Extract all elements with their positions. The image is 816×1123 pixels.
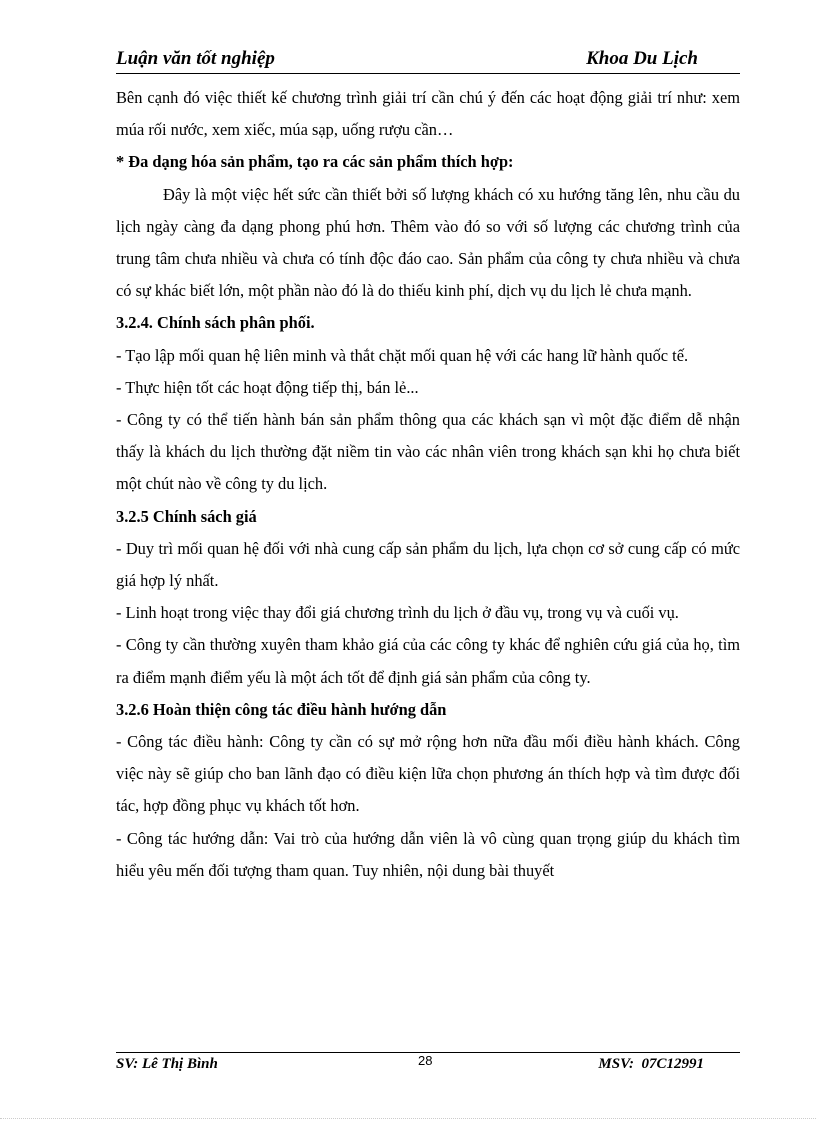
section-heading: 3.2.6 Hoàn thiện công tác điều hành hướng dẫn — [116, 699, 447, 719]
section-heading: 3.2.5 Chính sách giá — [116, 506, 257, 526]
document-body — [116, 82, 740, 887]
header-faculty: Khoa Du Lịch — [586, 48, 698, 69]
header-thesis-title: Luận văn tốt nghiệp — [116, 48, 275, 69]
page-number: 28 — [418, 1053, 433, 1068]
paragraph: Đây là một việc hết sức cần thiết bởi số lượng khách có xu hướng tăng lên, nhu cầu du lịch ngày càng đa dạng phong phú hơn. Thêm vào đó so với số lượng các chương trình của trung tâm chưa nhiều và chưa có tính độc đáo cao. Sản phẩm của công ty chưa nhiều và chưa có sự khác biết lớn, một phần nào đó là do thiếu kinh phí, dịch vụ du lịch lẻ chưa mạnh. — [116, 184, 740, 301]
footer-student-name: SV: Lê Thị Bình — [116, 1056, 218, 1072]
section-heading: * Đa dạng hóa sản phẩm, tạo ra các sản phẩm thích hợp: — [116, 152, 514, 172]
paragraph: - Duy trì mối quan hệ đối với nhà cung cấp sản phẩm du lịch, lựa chọn cơ sở cung cấp có mức giá hợp lý nhất. — [116, 538, 740, 591]
page-header — [116, 46, 740, 74]
paragraph: Bên cạnh đó việc thiết kế chương trình giải trí cần chú ý đến các hoạt động giải trí như: xem múa rối nước, xem xiếc, múa sạp, uống rượu cần… — [116, 88, 740, 140]
paragraph: - Công tác điều hành: Công ty cần có sự mở rộng hơn nữa đầu mối điều hành khách. Công việc này sẽ giúp cho ban lãnh đạo có điều kiện lữa chọn phương án thích hợp và tìm được đối tác, hợp đồng phục vụ khách tốt hơn. — [116, 732, 740, 816]
paragraph: - Công ty có thể tiến hành bán sản phẩm thông qua các khách sạn vì một đặc điểm dễ nhận thấy là khách du lịch thường đặt niềm tin vào các nhân viên trong khách sạn khi họ chưa biết một chút nào về công ty du lịch. — [116, 410, 740, 494]
paragraph: - Thực hiện tốt các hoạt động tiếp thị, bán lẻ... — [116, 377, 419, 397]
paragraph: - Công tác hướng dẫn: Vai trò của hướng dẫn viên là vô cùng quan trọng giúp du khách tìm hiểu yêu mến đối tượng tham quan. Tuy nhiên, nội dung bài thuyết — [116, 828, 740, 880]
paragraph: - Linh hoạt trong việc thay đổi giá chương trình du lịch ở đầu vụ, trong vụ và cuối vụ. — [116, 603, 679, 623]
paragraph: - Tạo lập mối quan hệ liên minh và thắt chặt mối quan hệ với các hang lữ hành quốc tế. — [116, 345, 689, 365]
footer-student-id: MSV: 07C12991 — [598, 1056, 704, 1072]
section-heading: 3.2.4. Chính sách phân phối. — [116, 313, 315, 333]
page-footer — [116, 1052, 740, 1083]
page-boundary — [0, 1118, 816, 1119]
paragraph: - Công ty cần thường xuyên tham khảo giá của các công ty khác để nghiên cứu giá của họ, tìm ra điểm mạnh điểm yếu là một ách tốt để định giá sản phẩm của công ty. — [116, 635, 740, 687]
